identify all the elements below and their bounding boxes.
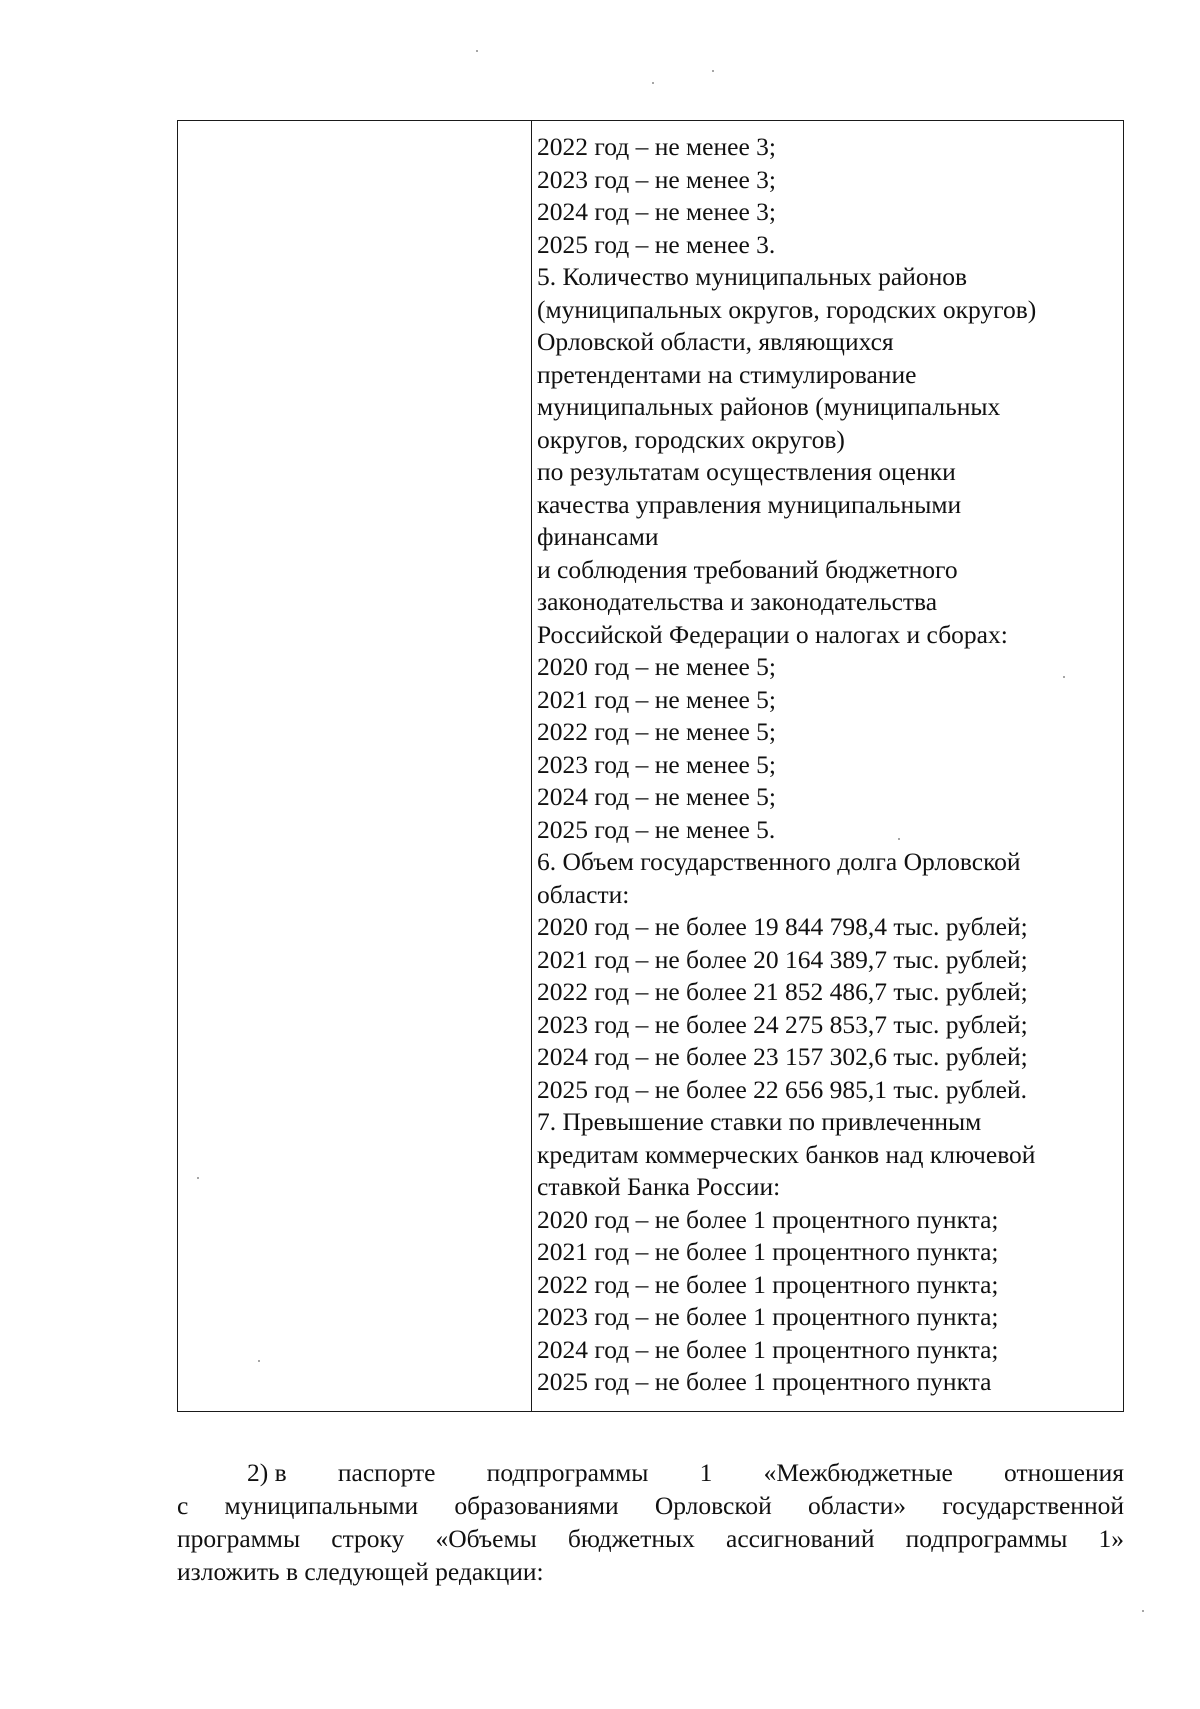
table-text-line: области: (537, 879, 630, 909)
table-text-line: 2024 год – не более 1 процентного пункта; (537, 1334, 999, 1364)
table-text-line: кредитам коммерческих банков над ключевой (537, 1139, 1036, 1169)
table-text-line: 2025 год – не более 1 процентного пункта (537, 1367, 992, 1396)
paragraph-line-2 (177, 1490, 1124, 1523)
table-text-line: ставкой Банка России: (537, 1172, 781, 1201)
table-text-line: 2025 год – не менее 5. (537, 814, 776, 844)
paragraph-word: 2) в (247, 1458, 287, 1487)
table-text-line: 2022 год – не более 1 процентного пункта; (537, 1269, 999, 1299)
paragraph-word: ассигнований (726, 1524, 875, 1553)
paragraph-word: области» (808, 1491, 907, 1520)
paragraph-line-1 (177, 1457, 1124, 1490)
paragraph-word: паспорте (337, 1458, 436, 1487)
table-text-line: качества управления муниципальными (537, 489, 962, 519)
scan-speck (1063, 676, 1065, 678)
table-text-line: 2023 год – не более 1 процентного пункта; (537, 1302, 999, 1331)
paragraph-word: Орловской (654, 1491, 772, 1520)
table-text-line: и соблюдения требований бюджетного (537, 554, 958, 584)
paragraph-word: программы (177, 1524, 301, 1553)
table-text-line: 2024 год – не более 23 157 302,6 тыс. рублей; (537, 1042, 1028, 1071)
table-text-line: законодательства и законодательства (537, 587, 938, 616)
paragraph-line-3 (177, 1523, 1124, 1556)
paragraph-word: «Объемы (435, 1524, 537, 1553)
paragraph-word: бюджетных (567, 1524, 695, 1553)
paragraph-word: муниципальными (224, 1491, 419, 1520)
table-text-line: 2021 год – не более 20 164 389,7 тыс. рублей; (537, 944, 1028, 974)
table-text-line: 2020 год – не менее 5; (537, 652, 776, 681)
table-text-line: 2023 год – не менее 3; (537, 164, 776, 194)
paragraph-word: подпрограммы (905, 1524, 1068, 1553)
table-text-line: 2021 год – не менее 5; (537, 684, 776, 714)
paragraph-word: образованиями (454, 1491, 619, 1520)
table-text-line: 7. Превышение ставки по привлеченным (537, 1107, 982, 1136)
table-text-line: 2023 год – не более 24 275 853,7 тыс. рублей; (537, 1009, 1028, 1039)
table-text-line: Орловской области, являющихся (537, 327, 894, 356)
table-text-line: 2021 год – не более 1 процентного пункта; (537, 1237, 999, 1266)
passport-table (177, 120, 1124, 1412)
scan-speck (1142, 1610, 1144, 1612)
paragraph-word: 1 (699, 1458, 713, 1487)
table-text-line: 2023 год – не менее 5; (537, 749, 776, 779)
table-text-line: 2024 год – не менее 5; (537, 782, 776, 811)
paragraph-word: государственной (942, 1491, 1124, 1520)
table-text-line: по результатам осуществления оценки (537, 457, 956, 486)
table-text-line: финансами (537, 522, 659, 551)
scan-speck (898, 838, 900, 840)
scan-speck (652, 82, 654, 84)
table-text-line: 5. Количество муниципальных районов (537, 262, 968, 291)
table-text-line: 2022 год – не менее 3; (537, 132, 776, 161)
table-text-line: 2022 год – не менее 5; (537, 717, 776, 746)
scan-speck (197, 1177, 199, 1179)
paragraph-word: строку (331, 1524, 405, 1553)
table-text-line: 6. Объем государственного долга Орловской (537, 847, 1021, 876)
table-text-line: 2020 год – не более 1 процентного пункта; (537, 1204, 999, 1234)
paragraph-word: «Межбюджетные (763, 1458, 953, 1487)
table-text-line: 2022 год – не более 21 852 486,7 тыс. рублей; (537, 977, 1028, 1006)
paragraph-word: с (177, 1491, 189, 1520)
table-text-line: 2025 год – не менее 3. (537, 229, 776, 259)
paragraph-word: подпрограммы (486, 1458, 649, 1487)
table-text-line: 2025 год – не более 22 656 985,1 тыс. рублей. (537, 1074, 1027, 1104)
table-text-line: Российской Федерации о налогах и сборах: (537, 619, 1008, 649)
table-right-cell (537, 131, 1117, 1399)
table-text-line: претендентами на стимулирование (537, 359, 917, 389)
paragraph-line-4: изложить в следующей редакции: (177, 1557, 544, 1586)
table-left-cell (178, 121, 531, 1411)
scan-speck (712, 70, 714, 72)
scan-speck (258, 1360, 260, 1362)
paragraph-word: отношения (1004, 1458, 1124, 1487)
scan-speck (476, 50, 478, 52)
table-text-line: округов, городских округов) (537, 424, 845, 454)
table-text-line: (муниципальных округов, городских округов) (537, 294, 1037, 324)
column-divider (531, 121, 532, 1411)
table-text-line: 2020 год – не более 19 844 798,4 тыс. рублей; (537, 912, 1028, 941)
paragraph-word: 1» (1098, 1524, 1124, 1553)
table-text-line: муниципальных районов (муниципальных (537, 392, 1001, 421)
table-text-line: 2024 год – не менее 3; (537, 197, 776, 226)
